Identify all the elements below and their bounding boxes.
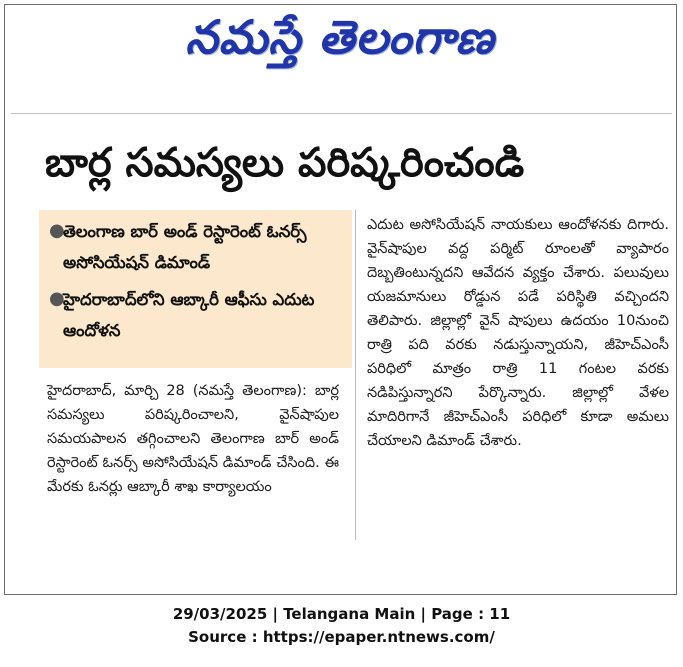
column-divider: [355, 210, 356, 540]
bullet-icon: ●: [49, 288, 65, 309]
highlight-item: [49, 216, 344, 278]
highlight-item: [49, 284, 344, 346]
article-body-left: హైదరాబాద్, మార్చి 28 (నమస్తే తెలంగాణ): బార్ల సమస్యలు పరిష్కరించాలని, వైన్‌షాపుల సమయపాలన తగ్గించాలని తెలంగాణ బార్ అండ్ రెస్టారెంట్ ఓనర్స్ అసోసియేషన్ డిమాండ్ చేసింది. ఈ మేరకు ఓనర్లు ఆబ్కారీ శాఖ కార్యాలయం: [47, 383, 339, 495]
article-body-right: ఎదుట అసోసియేషన్ నాయకులు ఆందోళనకు దిగారు. వైన్‌షాపుల వద్ద పర్మిట్ రూంలతో వ్యాపారం దెబ్బతింటున్నదని ఆవేదన వ్యక్తం చేశారు. పలువులు యజమానులు రోడ్డున పడే పరిస్థితి వచ్చిందని తెలిపారు. జిల్లాల్లో వైన్ షాపులు ఉదయం 10నుంచి రాత్రి పది వరకు నడుస్తున్నాయని, జీహెచ్‌ఎంసీ పరిధిలో మాత్రం రాత్రి 11 గంటల వరకు నడిపిస్తున్నారని పేర్కొన్నారు. జిల్లాల్లో వేళల మాదిరిగానే జీహెచ్‌ఎంసీ పరిధిలో కూడా అమలు చేయాలని డిమాండ్ చేశారు.: [367, 217, 669, 449]
article-headline: బార్ల సమస్యలు పరిష్కరించండి: [45, 140, 525, 186]
masthead-divider: [11, 113, 672, 114]
masthead-logo: నమస్తే తెలంగాణ: [185, 10, 495, 64]
highlight-text: తెలంగాణ బార్ అండ్ రెస్టారెంట్ ఓనర్స్ అసోసియేషన్ డిమాండ్: [63, 222, 307, 272]
footer-source-link[interactable]: Source : https://epaper.ntnews.com/: [188, 628, 495, 646]
bullet-icon: ●: [49, 220, 65, 241]
clipping-frame: [4, 4, 677, 595]
highlight-text: హైదరాబాద్‌లోని ఆబ్కారీ ఆఫీసు ఎదుట ఆందోళన: [63, 290, 315, 340]
footer-edition-info: 29/03/2025 | Telangana Main | Page : 11: [172, 605, 511, 623]
highlights-box: [39, 210, 352, 368]
